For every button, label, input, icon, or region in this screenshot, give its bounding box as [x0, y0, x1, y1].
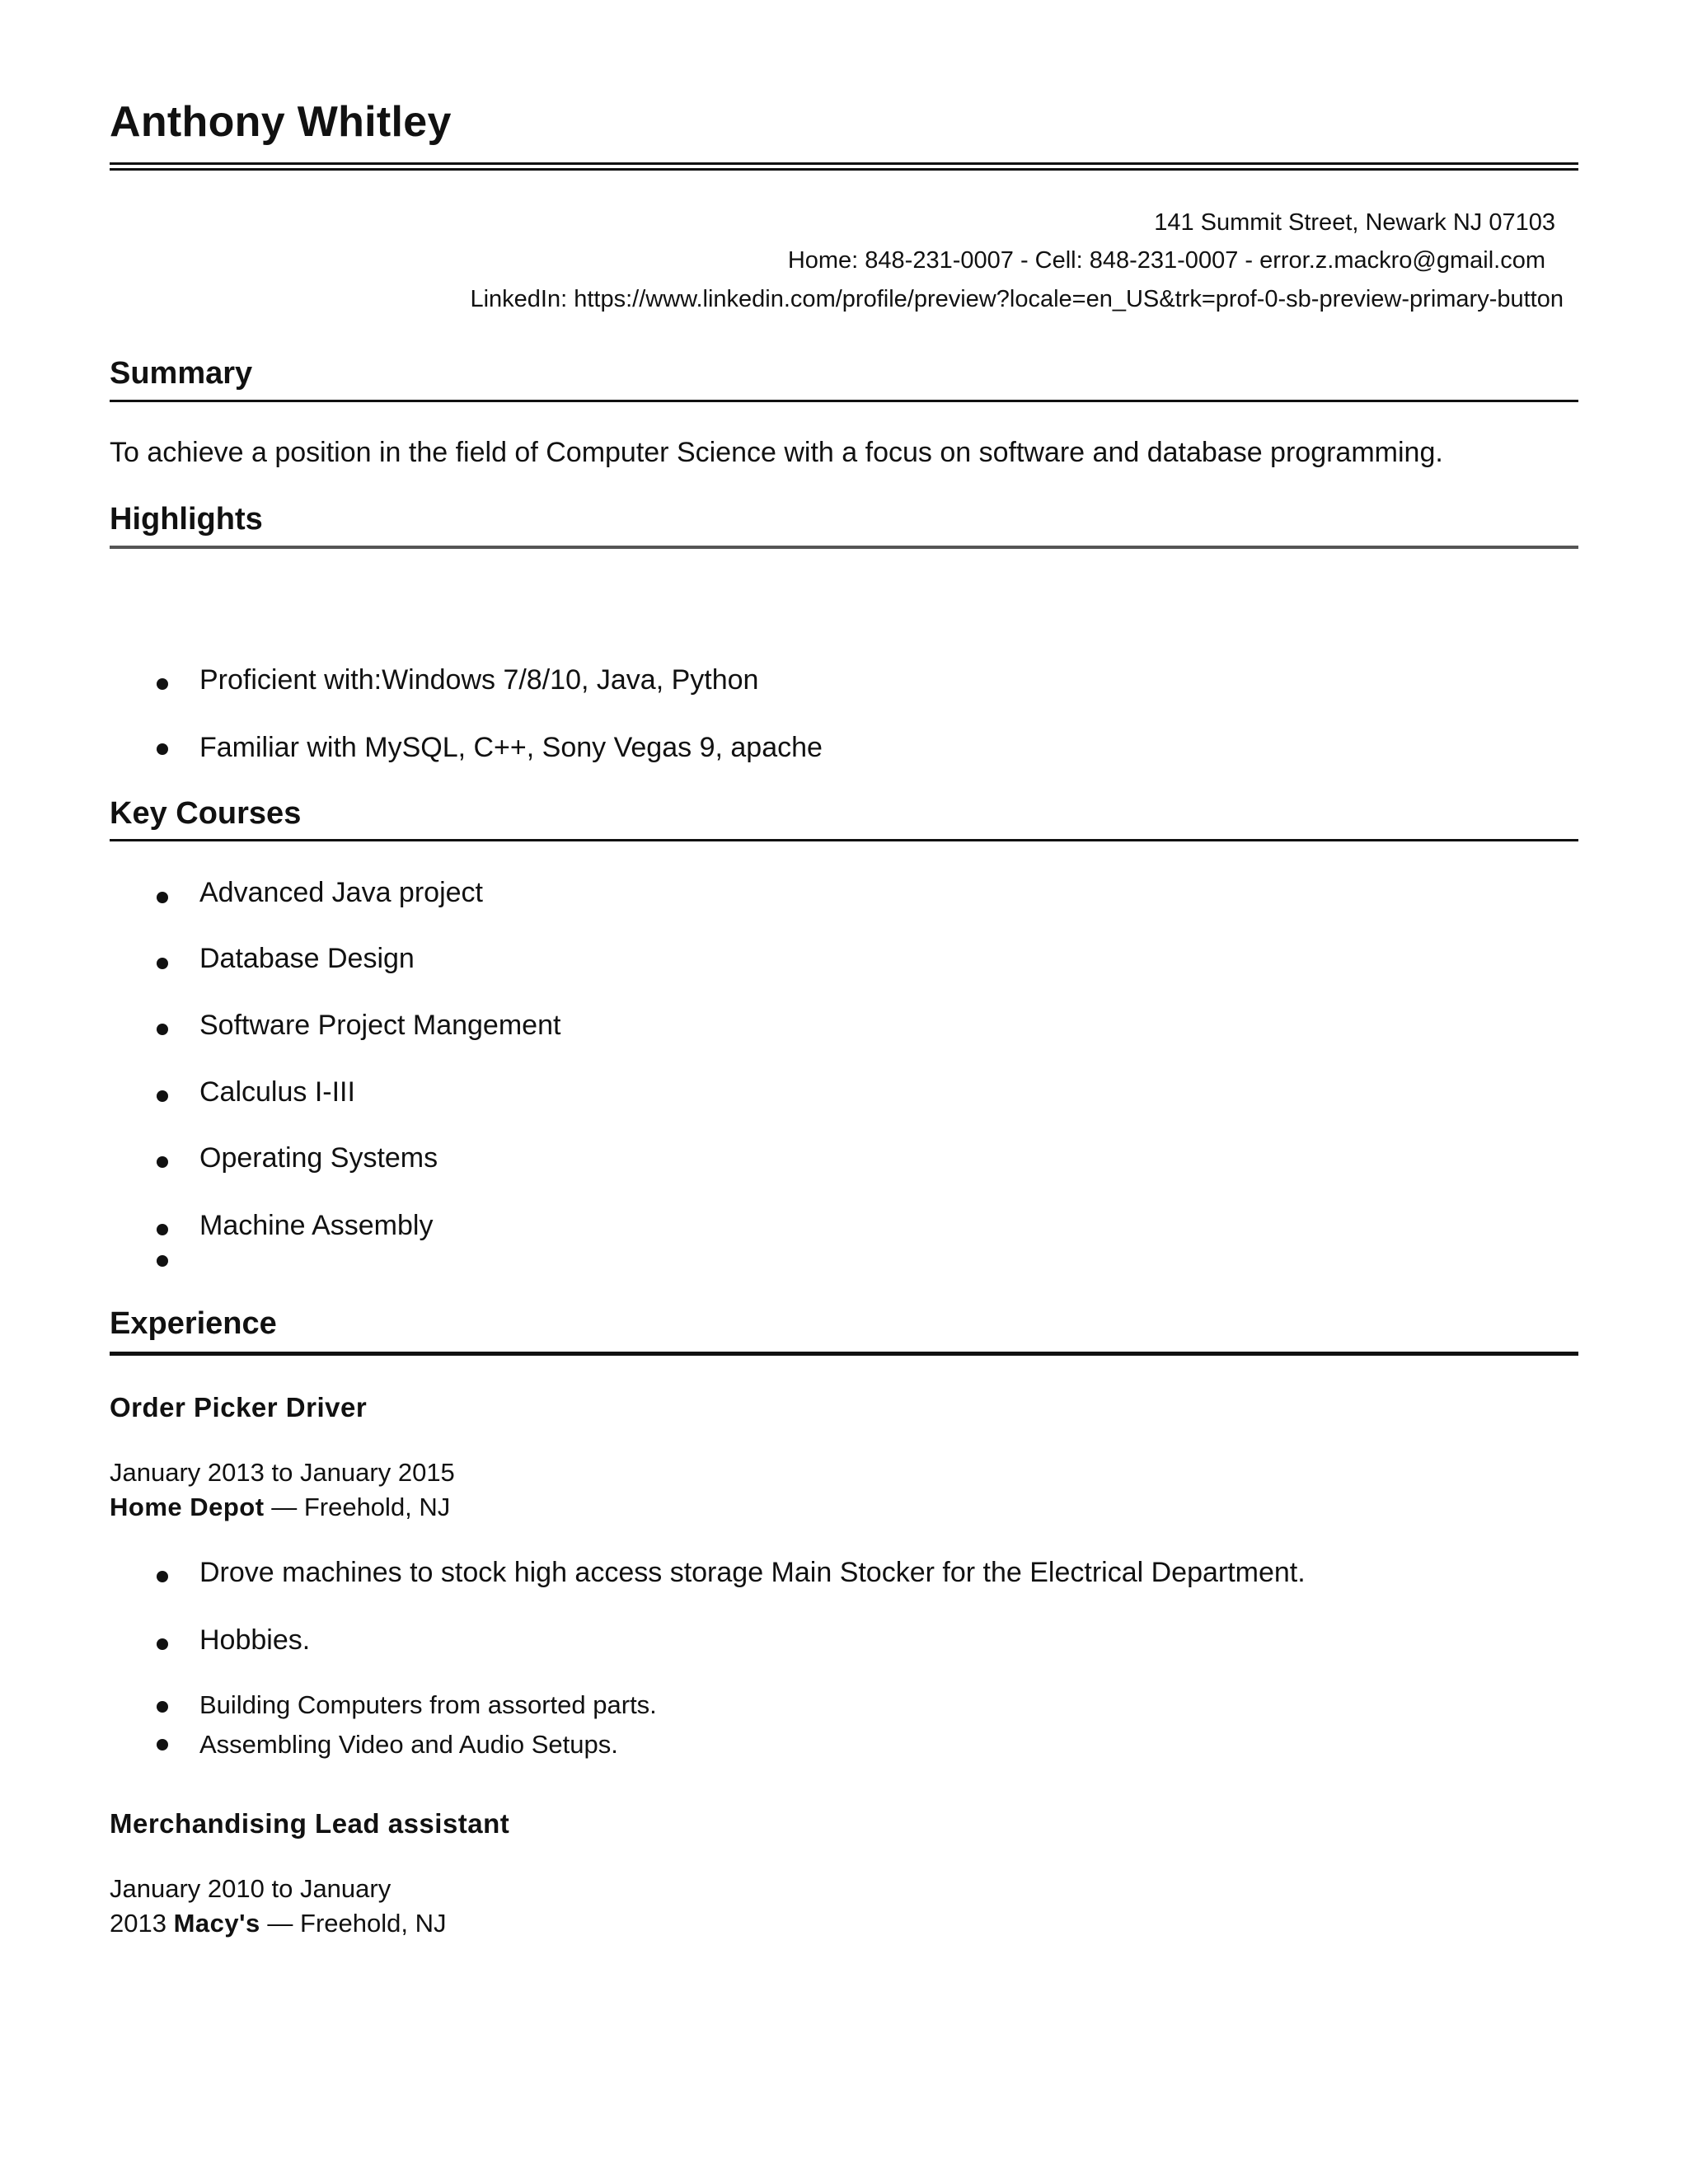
course-item: Calculus I-III [199, 1076, 355, 1108]
job-bullet: Drove machines to stock high access storage Main Stocker for the Electrical Department. [199, 1557, 1306, 1588]
summary-heading: Summary [110, 356, 253, 391]
bullet-dot [157, 743, 168, 755]
job-dates: January 2013 to January 2015 [110, 1458, 455, 1487]
bullet-dot [157, 1571, 168, 1582]
job-employer-line [110, 1909, 446, 1938]
candidate-name: Anthony Whitley [110, 98, 452, 146]
bullet-dot [157, 678, 168, 690]
bullet-dot [157, 1255, 168, 1267]
job-year: 2013 [110, 1909, 166, 1938]
summary-text: To achieve a position in the field of Computer Science with a focus on software and database programming. [110, 437, 1443, 468]
bullet-dot [157, 1739, 168, 1750]
bullet-dot [157, 1156, 168, 1168]
job-separator: — [271, 1493, 298, 1521]
bullet-dot [157, 892, 168, 903]
job-title: Order Picker Driver [110, 1392, 368, 1422]
bullet-dot [157, 1224, 168, 1235]
job-sub-bullet: Assembling Video and Audio Setups. [199, 1730, 618, 1759]
highlight-item: Familiar with MySQL, C++, Sony Vegas 9, apache [199, 732, 823, 763]
job-employer: Home Depot [110, 1493, 265, 1521]
job-bullet: Hobbies. [199, 1624, 311, 1656]
experience-heading: Experience [110, 1306, 277, 1341]
job-employer-line [110, 1493, 450, 1522]
course-item: Advanced Java project [199, 877, 483, 908]
highlights-rule [110, 546, 1578, 549]
contact-address: 141 Summit Street, Newark NJ 07103 [1154, 209, 1555, 236]
summary-rule [110, 400, 1578, 402]
courses-heading: Key Courses [110, 796, 302, 831]
resume-page [110, 0, 1578, 2184]
contact-linkedin: LinkedIn: https://www.linkedin.com/profile/preview?locale=en_US&trk=prof-0-sb-preview-primary-button [470, 286, 1564, 312]
experience-rule [110, 1352, 1578, 1356]
bullet-dot [157, 958, 168, 969]
highlight-item: Proficient with:Windows 7/8/10, Java, Python [199, 664, 759, 696]
job-location: Freehold, NJ [300, 1909, 447, 1938]
contact-phones-email: Home: 848-231-0007 - Cell: 848-231-0007 - error.z.mackro@gmail.com [787, 247, 1545, 274]
bullet-dot [157, 1638, 168, 1650]
course-item: Software Project Mangement [199, 1010, 561, 1041]
job-employer: Macy's [173, 1909, 260, 1938]
bullet-dot [157, 1024, 168, 1035]
courses-rule [110, 839, 1578, 841]
job-dates: January 2010 to January [110, 1874, 392, 1903]
course-item: Operating Systems [199, 1142, 438, 1174]
bullet-dot [157, 1090, 168, 1102]
job-sub-bullet: Building Computers from assorted parts. [199, 1690, 657, 1719]
job-title: Merchandising Lead assistant [110, 1808, 510, 1839]
job-location: Freehold, NJ [303, 1493, 451, 1521]
header-double-rule [110, 162, 1578, 171]
course-item: Machine Assembly [199, 1210, 434, 1241]
highlights-heading: Highlights [110, 502, 263, 537]
job-separator: — [267, 1909, 293, 1938]
course-item: Database Design [199, 943, 415, 974]
bullet-dot [157, 1701, 168, 1713]
